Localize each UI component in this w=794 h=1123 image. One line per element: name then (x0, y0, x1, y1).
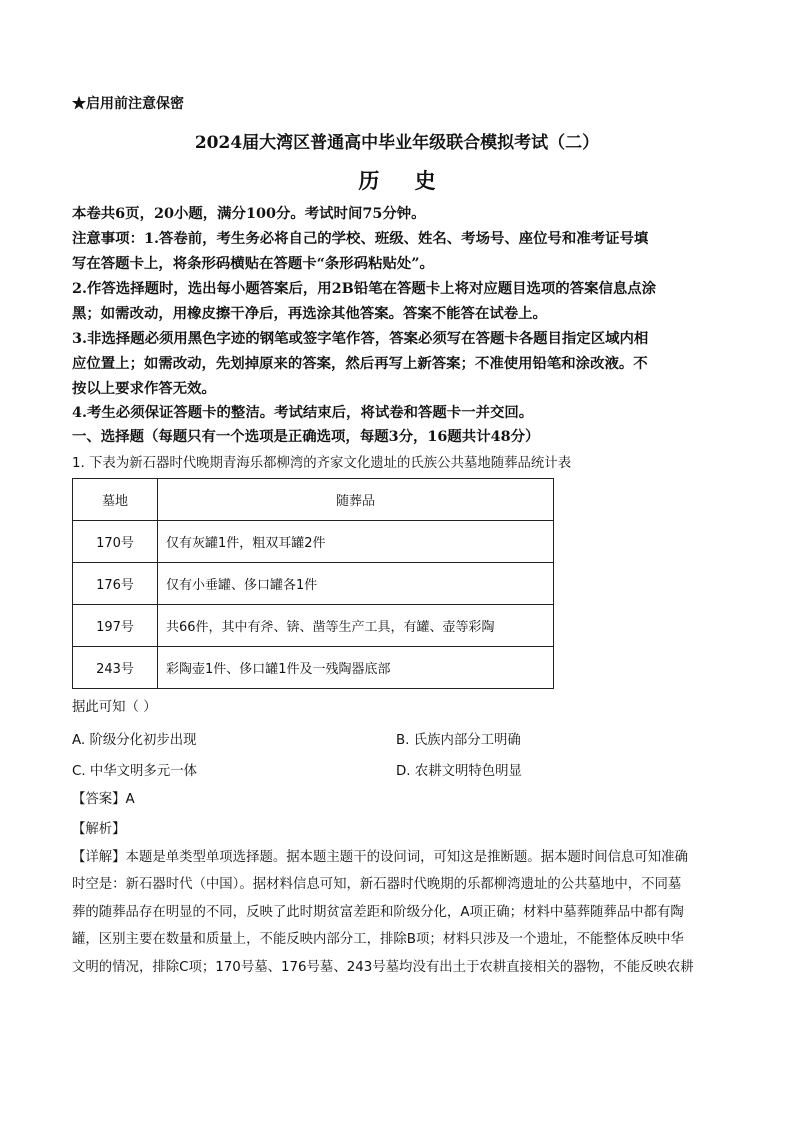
instruction-line: 2.作答选择题时，选出每小题答案后，用2B铅笔在答题卡上将对应题目选项的答案信息点涂 (72, 280, 657, 297)
option-d: D. 农耕文明特色明显 (396, 764, 522, 779)
instruction-line: 按以上要求作答无效。 (72, 380, 216, 397)
answer-label: 【答案】A (72, 792, 135, 807)
table-row (73, 605, 554, 647)
table-cell: 仅有小垂罐、侈口罐各1件 (158, 563, 554, 605)
detail-line: 时空是：新石器时代（中国）。据材料信息可知，新石器时代晚期的乐都柳湾遗址的公共墓地中，不同墓 (72, 877, 682, 892)
section-heading: 一、选择题（每题只有一个选项是正确选项，每题3分，16题共计48分） (72, 428, 540, 445)
option-a: A. 阶级分化初步出现 (72, 733, 197, 748)
instruction-line: 写在答题卡上，将条形码横贴在答题卡“条形码粘贴处”。 (72, 255, 434, 272)
table-cell: 仅有灰罐1件，粗双耳罐2件 (158, 521, 554, 563)
instruction-line: 本卷共6页，20小题，满分100分。考试时间75分钟。 (72, 205, 426, 222)
table-header: 随葬品 (158, 479, 554, 521)
subject-title: 历 史 (358, 168, 450, 193)
table-cell: 彩陶壶1件、侈口罐1件及一残陶器底部 (158, 647, 554, 689)
table-row (73, 521, 554, 563)
detail-line: 罐，区别主要在数量和质量上，不能反映内部分工，排除B项；材料只涉及一个遗址，不能整体反映中华 (72, 932, 684, 947)
table-cell: 共66件，其中有斧、锛、凿等生产工具，有罐、壶等彩陶 (158, 605, 554, 647)
instruction-line: 注意事项：1.答卷前，考生务必将自己的学校、班级、姓名、考场号、座位号和准考证号填 (72, 230, 649, 247)
question-prompt: 据此可知（ ） (72, 700, 157, 715)
detail-line: 葬的随葬品存在明显的不同，反映了此时期贫富差距和阶级分化，A项正确；材料中墓葬随葬品中都有陶 (72, 904, 684, 920)
confidential-mark: ★启用前注意保密 (72, 96, 184, 112)
analysis-label: 【解析】 (72, 822, 126, 837)
table-cell: 176号 (73, 563, 158, 605)
option-c: C. 中华文明多元一体 (72, 764, 197, 779)
table-cell: 170号 (73, 521, 158, 563)
option-b: B. 氏族内部分工明确 (396, 733, 521, 748)
detail-line: 文明的情况，排除C项；170号墓、176号墓、243号墓均没有出土于农耕直接相关的器物，不能反映农耕 (72, 959, 694, 975)
instruction-line: 黑；如需改动，用橡皮擦干净后，再选涂其他答案。答案不能答在试卷上。 (72, 305, 547, 322)
table-cell: 243号 (73, 647, 158, 689)
exam-title: 2024届大湾区普通高中毕业年级联合模拟考试（二） (194, 133, 600, 153)
instruction-line: 3.非选择题必须用黑色字迹的钢笔或签字笔作答，答案必须写在答题卡各题目指定区域内相 (72, 330, 649, 347)
table-row (73, 563, 554, 605)
question-stem: 1. 下表为新石器时代晚期青海乐都柳湾的齐家文化遗址的氏族公共墓地随葬品统计表 (72, 456, 572, 471)
instruction-line: 应位置上；如需改动，先划掉原来的答案，然后再写上新答案；不准使用铅笔和涂改液。不 (72, 355, 648, 372)
grave-goods-table (72, 478, 554, 689)
table-row (73, 647, 554, 689)
table-header: 墓地 (73, 479, 158, 521)
table-header-row (73, 479, 554, 521)
table-cell: 197号 (73, 605, 158, 647)
detail-line: 【详解】本题是单类型单项选择题。据本题主题干的设问词，可知这是推断题。据本题时间信息可知准确 (72, 849, 688, 865)
analysis-block (72, 816, 724, 981)
instruction-line: 4.考生必须保证答题卡的整洁。考试结束后，将试卷和答题卡一并交回。 (72, 404, 534, 421)
